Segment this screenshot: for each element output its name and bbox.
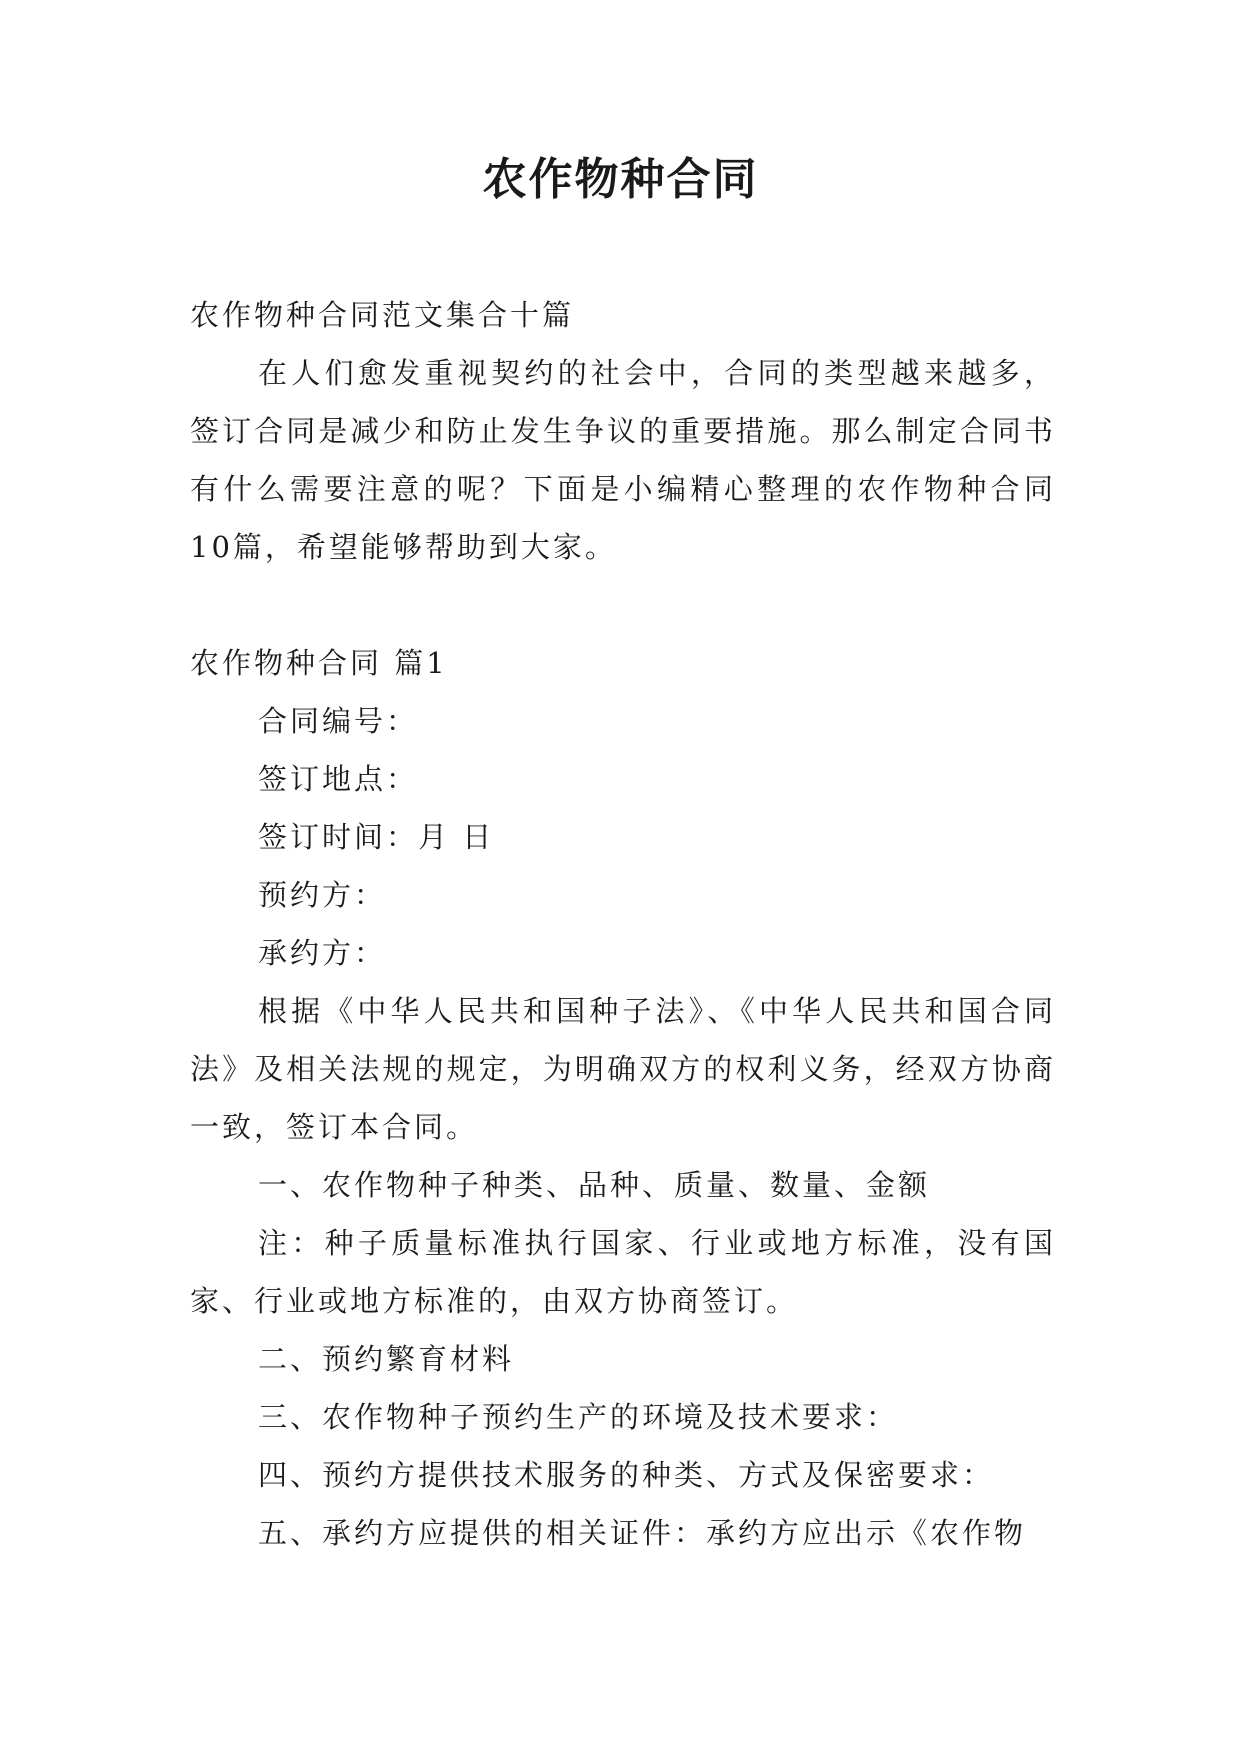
section-heading: 农作物种合同 篇1	[190, 646, 448, 680]
paragraph-spacer	[190, 576, 1056, 634]
clause-3: 三、农作物种子预约生产的环境及技术要求：	[258, 1400, 899, 1434]
clause-2: 二、预约繁育材料	[258, 1342, 515, 1376]
clause-note: 注：种子质量标准执行国家、行业或地方标准，没有国家、行业或地方标准的，由双方协商签订。	[190, 1226, 1056, 1318]
clause-4: 四、预约方提供技术服务的种类、方式及保密要求：	[258, 1458, 995, 1492]
signing-time-field: 签订时间：月 日	[258, 820, 495, 854]
clause-5: 五、承约方应提供的相关证件：承约方应出示《农作物	[258, 1516, 1027, 1550]
signing-place-field: 签订地点：	[258, 762, 419, 796]
document-body	[190, 286, 1056, 1562]
party-b-field: 承约方：	[258, 936, 387, 970]
clause-1: 一、农作物种子种类、品种、质量、数量、金额	[258, 1168, 931, 1202]
intro-paragraph: 在人们愈发重视契约的社会中，合同的类型越来越多，签订合同是减少和防止发生争议的重要措施。那么制定合同书有什么需要注意的呢？下面是小编精心整理的农作物种合同10篇，希望能够帮助到大家。	[190, 356, 1056, 564]
document-title: 农作物种合同	[482, 154, 759, 205]
legal-basis-paragraph: 根据《中华人民共和国种子法》、《中华人民共和国合同法》及相关法规的规定，为明确双方的权利义务，经双方协商一致，签订本合同。	[190, 994, 1056, 1144]
contract-number-field: 合同编号：	[258, 704, 419, 738]
document-subtitle: 农作物种合同范文集合十篇	[190, 298, 575, 332]
party-a-field: 预约方：	[258, 878, 387, 912]
